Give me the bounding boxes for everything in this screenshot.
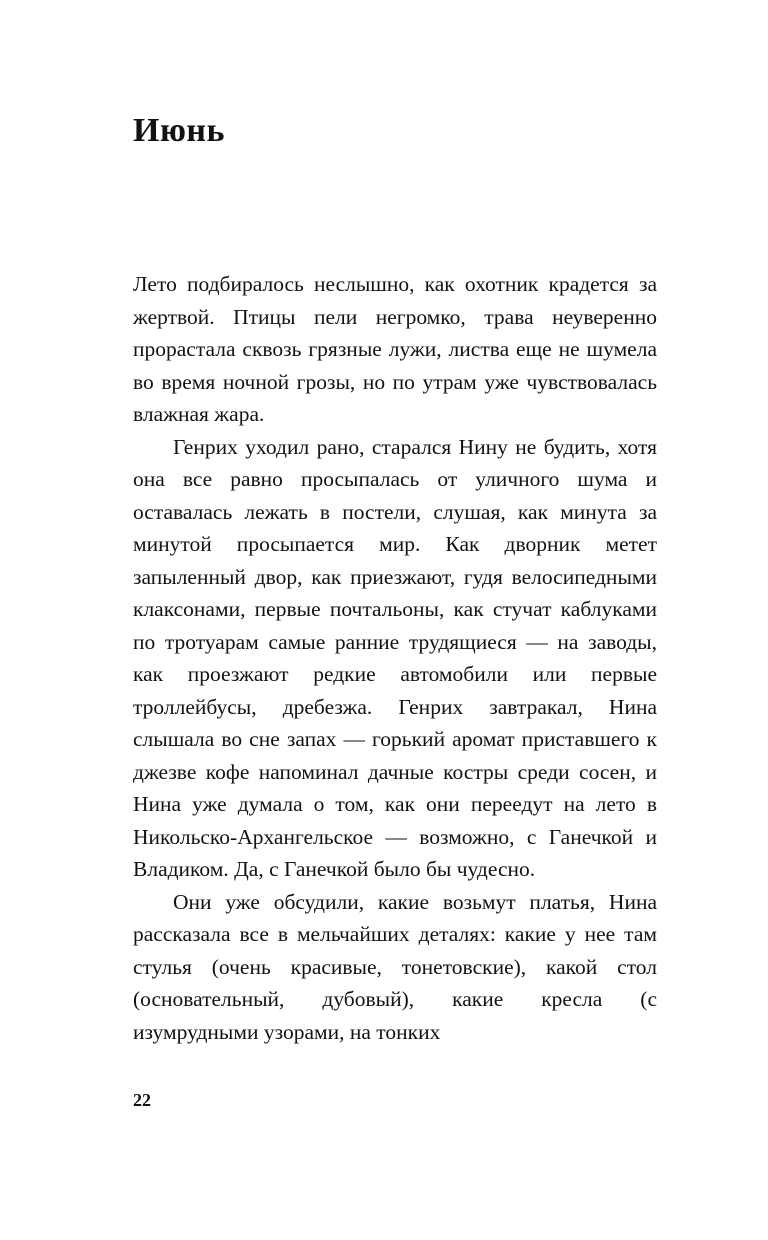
chapter-heading: Июнь [133, 112, 225, 149]
page-number: 22 [133, 1090, 151, 1110]
paragraph: Они уже обсудили, какие возьмут платья, Нина рассказала все в мельчайших деталях: какие у нее там стулья (очень красивые, тонетовские), какой стол (основательный, дубовый), какие кресла (с изумрудными узорами, на тонких [133, 889, 657, 1044]
paragraph: Генрих уходил рано, старался Нину не будить, хотя она все равно просыпалась от уличного шума и оставалась лежать в постели, слушая, как минута за минутой просыпается мир. Как дворник метет запыленный двор, как приезжают, гудя велосипедными клаксонами, первые почтальоны, как стучат каблуками по тротуарам самые ранние трудящиеся — на заводы, как проезжают редкие автомобили или первые троллейбусы, дребезжа. Генрих завтракал, Нина слышала во сне запах — горький аромат приставшего к джезве кофе напоминал дачные костры среди сосен, и Нина уже думала о том, как они переедут на лето в Никольско-Архангельское — возможно, с Ганечкой и Владиком. Да, с Ганечкой было бы чудесно. [133, 434, 657, 881]
paragraph: Лето подбиралось неслышно, как охотник крадется за жертвой. Птицы пели негромко, трава неуверенно прорастала сквозь грязные лужи, листва еще не шумела во время ночной грозы, но по утрам уже чувствовалась влажная жара. [133, 272, 657, 426]
body-text [133, 268, 657, 1048]
